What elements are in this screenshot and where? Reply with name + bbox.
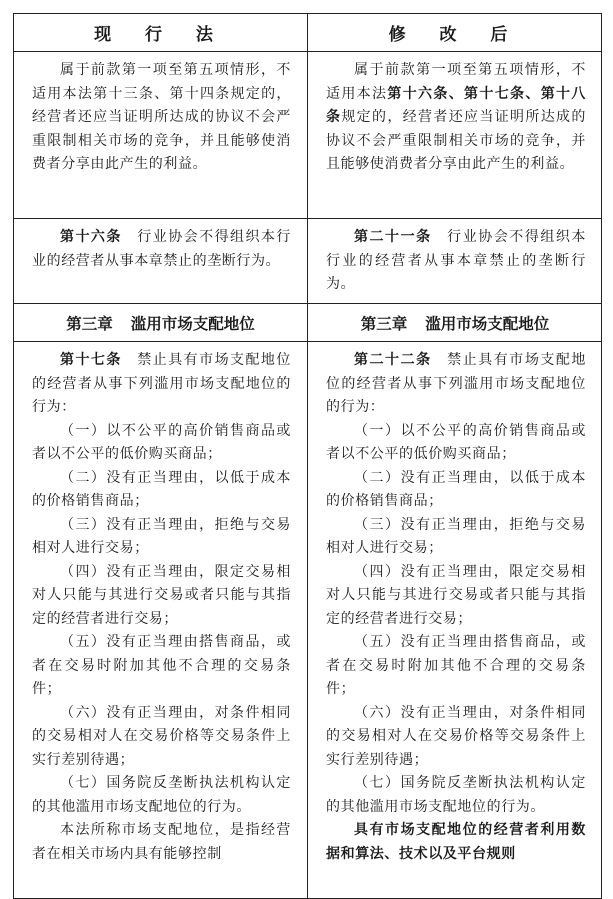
list-item: （七）国务院反垄断执法机构认定的其他滥用市场支配地位的行为。: [32, 775, 291, 815]
row1-amended-pre: 属于前款第一项至第五项情形，不适用本法: [326, 62, 586, 102]
list-item: （七）国务院反垄断执法机构认定的其他滥用市场支配地位的行为。: [326, 775, 586, 815]
row1-current: [14, 52, 308, 219]
article-number: 第十七条: [60, 352, 122, 368]
header-current-law: 现 行 法: [14, 14, 308, 52]
chapter-heading-amended: [308, 304, 602, 342]
new-provision-paragraph: 具有市场支配地位的经营者利用数据和算法、技术以及平台规则: [326, 822, 586, 862]
row1-current-text: 属于前款第一项至第五项情形，不适用本法第十三条、第十四条规定的，经营者还应当证明所达成的协议不会严重限制相关市场的竞争，并且能够使消费者分享由此产生的利益。: [32, 62, 291, 172]
row4-amended: [308, 342, 602, 898]
row2-current-article: 第十六条: [60, 229, 122, 245]
chapter-heading-current: [14, 304, 308, 342]
row2-amended-article: 第二十一条: [354, 229, 432, 245]
row1-amended-text: [326, 59, 586, 177]
row2-current-body: 行业协会不得组织本行业的经营者从事本章禁止的垄断行为。: [32, 229, 291, 269]
list-item: （二）没有正当理由，以低于成本的价格销售商品；: [326, 469, 586, 509]
list-item: （三）没有正当理由，拒绝与交易相对人进行交易；: [32, 516, 291, 556]
comparison-table: [13, 13, 602, 899]
list-item: （六）没有正当理由，对条件相同的交易相对人在交易价格等交易条件上实行差别待遇；: [326, 704, 586, 768]
list-item: （一）以不公平的高价销售商品或者以不公平的低价购买商品；: [32, 422, 291, 462]
row2-amended-body: 行业协会不得组织本行业的经营者从事本章禁止的垄断行为。: [326, 229, 587, 292]
list-item: （一）以不公平的高价销售商品或者以不公平的低价购买商品；: [326, 422, 586, 462]
row2-current-text: [32, 226, 291, 273]
article-intro: [326, 349, 586, 420]
article-intro: [32, 349, 291, 420]
row2-amended: [308, 219, 602, 304]
row1-amended-post: 规定的，经营者还应当证明所达成的协议不会严重限制相关市场的竞争，并且能够使消费者分享由此产生的利益。: [326, 109, 586, 172]
list-item: （三）没有正当理由，拒绝与交易相对人进行交易；: [326, 516, 586, 556]
row1-amended-bold: 第十六条、第十七条、第十八条: [326, 85, 586, 125]
definition-paragraph: 本法所称市场支配地位，是指经营者在相关市场内具有能够控制: [32, 822, 291, 862]
list-item: （四）没有正当理由，限定交易相对人只能与其进行交易或者只能与其指定的经营者进行交易；: [326, 563, 586, 627]
list-item: （四）没有正当理由，限定交易相对人只能与其进行交易或者只能与其指定的经营者进行交易；: [32, 563, 291, 627]
row4-current: [14, 342, 308, 898]
chapter-number: 第三章: [66, 313, 113, 333]
row2-current: [14, 219, 308, 304]
article-intro-text: 禁止具有市场支配地位的经营者从事下列滥用市场支配地位的行为：: [326, 352, 587, 415]
row1-amended: [308, 52, 602, 219]
article-number: 第二十二条: [354, 352, 432, 368]
header-amended-law: 修 改 后: [308, 14, 602, 52]
list-item: （六）没有正当理由，对条件相同的交易相对人在交易价格等交易条件上实行差别待遇；: [32, 704, 291, 768]
list-item: （二）没有正当理由，以低于成本的价格销售商品；: [32, 469, 291, 509]
chapter-title: 滥用市场支配地位: [130, 313, 255, 333]
list-item: （五）没有正当理由搭售商品，或者在交易时附加其他不合理的交易条件；: [32, 634, 291, 697]
chapter-number: 第三章: [360, 313, 408, 333]
article-intro-text: 禁止具有市场支配地位的经营者从事下列滥用市场支配地位的行为：: [32, 352, 291, 415]
list-item: （五）没有正当理由搭售商品，或者在交易时附加其他不合理的交易条件；: [326, 634, 586, 697]
chapter-title: 滥用市场支配地位: [425, 313, 550, 333]
row2-amended-text: [326, 226, 586, 297]
